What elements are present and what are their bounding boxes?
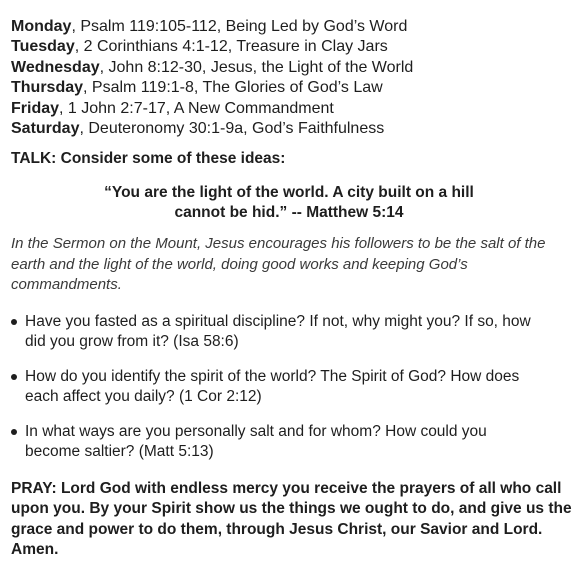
reading-day: Wednesday: [11, 58, 100, 76]
list-item: [11, 422, 567, 463]
reading-text: , Deuteronomy 30:1-9a, God’s Faithfulness: [79, 120, 385, 138]
bullet-icon: [11, 374, 17, 380]
reading-day: Tuesday: [11, 38, 75, 56]
reading-day: Monday: [11, 18, 72, 35]
reading-text: , Psalm 119:1-8, The Glories of God’s Law: [83, 79, 383, 97]
reading-monday: [11, 17, 567, 37]
reading-tuesday: [11, 37, 567, 57]
reading-thursday: [11, 78, 567, 98]
question-line: Have you fasted as a spiritual discipline? If not, why might you? If so, how: [25, 312, 531, 330]
prayer-line: Amen.: [11, 541, 59, 559]
reading-text: , 2 Corinthians 4:1-12, Treasure in Clay Jars: [74, 38, 388, 56]
intro-line: commandments.: [11, 276, 122, 294]
question-line: become saltier? (Matt 5:13): [25, 443, 214, 461]
question-line: each affect you daily? (1 Cor 2:12): [25, 388, 262, 406]
prayer-line: upon you. By your Spirit show us the things we ought to do, and give us the: [11, 500, 572, 518]
question-line: In what ways are you personally salt and for whom? How could you: [25, 422, 487, 440]
question-line: did you grow from it? (Isa 58:6): [25, 333, 239, 351]
reading-saturday: [11, 119, 567, 139]
reading-text: , Psalm 119:105-112, Being Led by God’s Word: [71, 18, 408, 35]
bullet-icon: [11, 429, 17, 435]
question-line: How do you identify the spirit of the world? The Spirit of God? How does: [25, 367, 520, 385]
prayer-paragraph: [11, 479, 572, 561]
reading-day: Thursday: [11, 79, 84, 97]
prayer-line: PRAY: Lord God with endless mercy you receive the prayers of all who call: [11, 479, 562, 497]
reading-text: , 1 John 2:7-17, A New Commandment: [59, 99, 334, 117]
reading-day: Friday: [11, 99, 60, 117]
scripture-quote: [11, 183, 567, 223]
intro-line: In the Sermon on the Mount, Jesus encourages his followers to be the salt of the: [11, 235, 546, 253]
discussion-questions: [11, 312, 567, 463]
daily-readings-list: [11, 17, 567, 139]
reading-friday: [11, 99, 567, 119]
reading-text: , John 8:12-30, Jesus, the Light of the World: [99, 58, 414, 76]
list-item: [11, 367, 567, 408]
devotional-page: [11, 17, 572, 561]
list-item: [11, 312, 567, 353]
reading-day: Saturday: [11, 120, 80, 138]
scripture-quote-line: “You are the light of the world. A city built on a hill: [104, 184, 474, 202]
intro-line: earth and the light of the world, doing good works and keeping God’s: [11, 255, 468, 273]
scripture-quote-line: cannot be hid.” -- Matthew 5:14: [174, 204, 404, 222]
prayer-line: grace and power to do them, through Jesus Christ, our Savior and Lord.: [11, 520, 543, 538]
intro-paragraph: [11, 234, 567, 296]
reading-wednesday: [11, 58, 567, 78]
talk-heading: TALK: Consider some of these ideas:: [11, 150, 286, 168]
bullet-icon: [11, 319, 17, 325]
